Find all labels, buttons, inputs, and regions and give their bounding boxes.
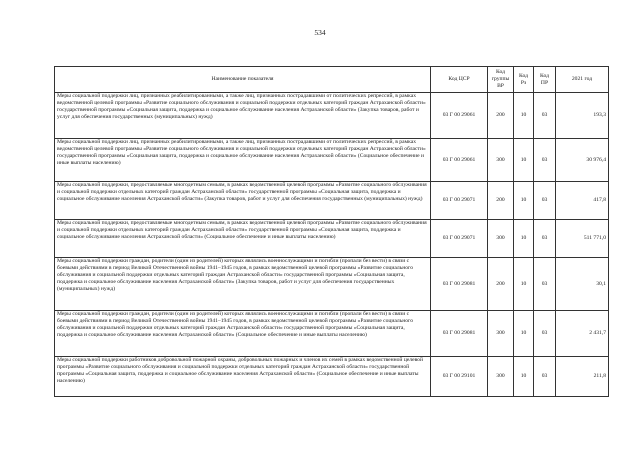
row-pr-code: 03 bbox=[534, 220, 556, 258]
row-rz-code: 10 bbox=[514, 220, 534, 258]
row-pr-code: 03 bbox=[534, 311, 556, 357]
row-csr-code: 03 Г 00 29061 bbox=[431, 93, 488, 139]
table-row bbox=[55, 357, 609, 397]
table-row bbox=[55, 182, 609, 220]
row-amount: 211,8 bbox=[556, 357, 609, 397]
table-row bbox=[55, 139, 609, 182]
row-rz-code: 10 bbox=[514, 93, 534, 139]
table-row bbox=[55, 258, 609, 311]
row-csr-code: 03 Г 00 29071 bbox=[431, 220, 488, 258]
row-csr-code: 03 Г 00 29081 bbox=[431, 258, 488, 311]
row-description: Меры социальной поддержки граждан, родители (один из родителей) которых являлись военнослужащими и погибли (пропали без вести) в связи с боевыми действиями в период Великой Отечественной войны 1941–1945 годов, в рамках ведомственной целевой программы «Развитие социального обслуживания и социальной поддержки отдельных категорий граждан Астраханской области» государственной программы «Социальная защита, поддержка и социальное обслуживание населения Астраханской области» (Социальное обеспечение и иные выплаты населению) bbox=[55, 311, 431, 357]
row-description: Меры социальной поддержки граждан, родители (один из родителей) которых являлись военнослужащими и погибли (пропали без вести) в связи с боевыми действиями в период Великой Отечественной войны 1941–1945 годов, в рамках ведомственной целевой программы «Развитие социального обслуживания и социальной поддержки отдельных категорий граждан Астраханской области» государственной программы «Социальная защита, поддержка и социальное обслуживание населения Астраханской области» (Закупка товаров, работ и услуг для обеспечения государственных (муниципальных) нужд) bbox=[55, 258, 431, 311]
row-amount: 30,1 bbox=[556, 258, 609, 311]
row-csr-code: 03 Г 00 29061 bbox=[431, 139, 488, 182]
table-header-row bbox=[55, 67, 609, 93]
row-description: Меры социальной поддержки, предоставляемые многодетным семьям, в рамках ведомственной целевой программы «Развитие социального обслуживания и социальной поддержки отдельных категорий граждан Астраханской области» государственной программы «Социальная защита, поддержка и социальное обслуживание населения Астраханской области» (Закупка товаров, работ и услуг для обеспечения государственных (муниципальных) нужд) bbox=[55, 182, 431, 220]
row-pr-code: 03 bbox=[534, 258, 556, 311]
row-rz-code: 10 bbox=[514, 182, 534, 220]
row-description: Меры социальной поддержки работников добровольной пожарной охраны, добровольных пожарных и членов их семей в рамках ведомственной целевой программы «Развитие социального обслуживания и социальной поддержки отдельных категорий граждан Астраханской области» государственной программы «Социальная защита, поддержка и социальное обслуживание населения Астраханской области» (Социальное обеспечение и иные выплаты населению) bbox=[55, 357, 431, 397]
row-amount: 193,3 bbox=[556, 93, 609, 139]
row-csr-code: 03 Г 00 29071 bbox=[431, 182, 488, 220]
row-vr-code: 300 bbox=[488, 220, 514, 258]
header-csr-code: Код ЦСР bbox=[431, 67, 488, 93]
row-pr-code: 03 bbox=[534, 182, 556, 220]
table-row bbox=[55, 311, 609, 357]
row-vr-code: 200 bbox=[488, 93, 514, 139]
row-rz-code: 10 bbox=[514, 258, 534, 311]
header-indicator-name: Наименование показателя bbox=[55, 67, 431, 93]
row-description: Меры социальной поддержки лиц, признанных реабилитированными, а также лиц, признанных пострадавшими от политических репрессий, в рамках ведомственной целевой программы «Развитие социального обслуживания и социальной поддержки отдельных категорий граждан Астраханской области» государственной программы «Социальная защита, поддержка и социальное обслуживание населения Астраханской области» (Закупка товаров, работ и услуг для обеспечения государственных (муниципальных) нужд) bbox=[55, 93, 431, 139]
row-rz-code: 10 bbox=[514, 357, 534, 397]
row-amount: 2 431,7 bbox=[556, 311, 609, 357]
row-description: Меры социальной поддержки лиц, признанных реабилитированными, а также лиц, признанных пострадавшими от политических репрессий, в рамках ведомственной целевой программы «Развитие социального обслуживания и социальной поддержки отдельных категорий граждан Астраханской области» государственной программы «Социальная защита, поддержка и социальное обслуживание населения Астраханской области» (Социальное обеспечение и иные выплаты населению) bbox=[55, 139, 431, 182]
table-row bbox=[55, 93, 609, 139]
table-row bbox=[55, 220, 609, 258]
row-rz-code: 10 bbox=[514, 139, 534, 182]
row-rz-code: 10 bbox=[514, 311, 534, 357]
row-csr-code: 03 Г 00 29101 bbox=[431, 357, 488, 397]
row-amount: 511 771,0 bbox=[556, 220, 609, 258]
row-csr-code: 03 Г 00 29081 bbox=[431, 311, 488, 357]
page-number: 534 bbox=[314, 28, 326, 37]
row-vr-code: 200 bbox=[488, 182, 514, 220]
row-description: Меры социальной поддержки, предоставляемые многодетным семьям, в рамках ведомственной целевой программы «Развитие социального обслуживания и социальной поддержки отдельных категорий граждан Астраханской области» государственной программы «Социальная защита, поддержка и социальное обслуживание населения Астраханской области» (Социальное обеспечение и иные выплаты населению) bbox=[55, 220, 431, 258]
header-rz-code: Код Рз bbox=[514, 67, 534, 93]
row-pr-code: 03 bbox=[534, 93, 556, 139]
header-pr-code: Код ПР bbox=[534, 67, 556, 93]
header-vr-group-code: Код группы ВР bbox=[488, 67, 514, 93]
row-vr-code: 300 bbox=[488, 139, 514, 182]
row-pr-code: 03 bbox=[534, 357, 556, 397]
row-vr-code: 300 bbox=[488, 311, 514, 357]
budget-table bbox=[54, 66, 609, 397]
row-vr-code: 300 bbox=[488, 357, 514, 397]
row-amount: 30 976,4 bbox=[556, 139, 609, 182]
row-vr-code: 200 bbox=[488, 258, 514, 311]
header-year-2021: 2021 год bbox=[556, 67, 609, 93]
row-amount: 417,8 bbox=[556, 182, 609, 220]
row-pr-code: 03 bbox=[534, 139, 556, 182]
